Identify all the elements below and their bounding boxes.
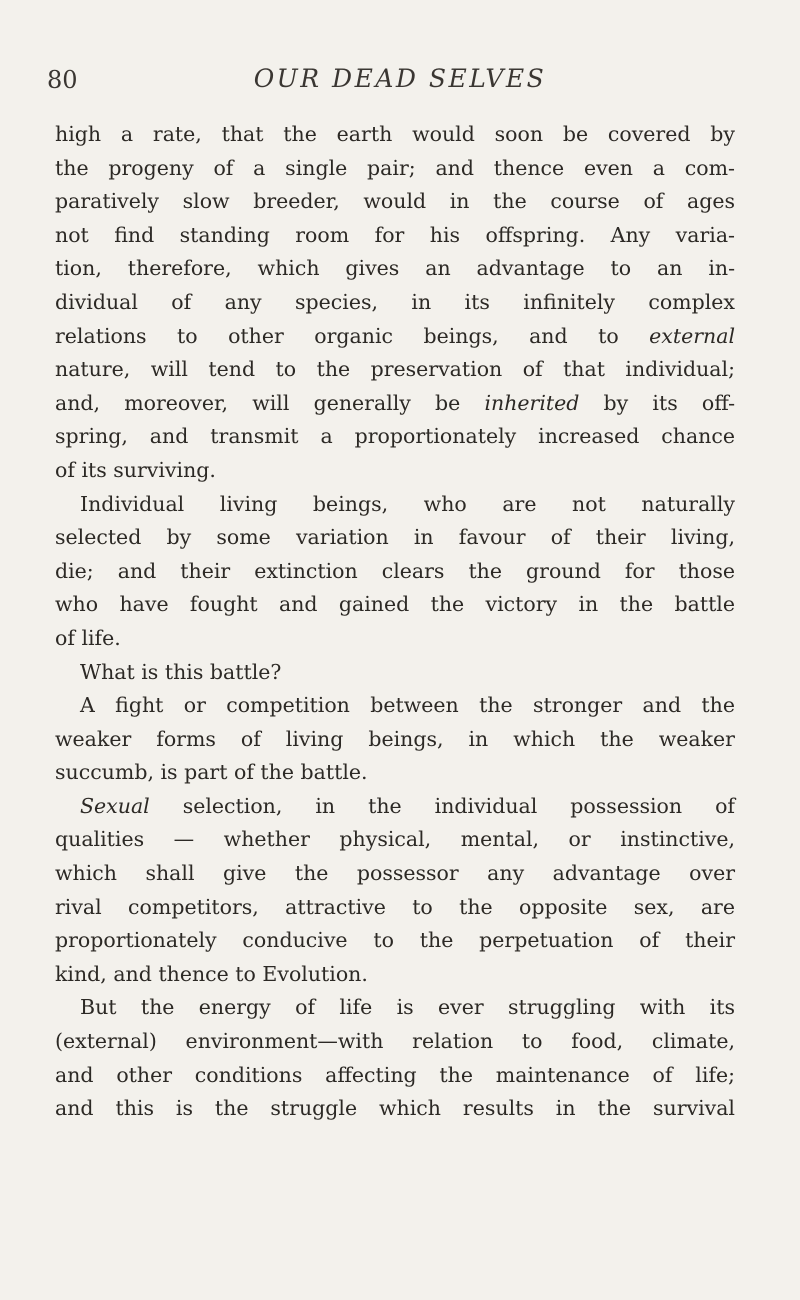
text-line: and other conditions affecting the maintenance of life; (55, 1062, 735, 1087)
paragraph-start: But the energy of life is ever struggling with its (80, 995, 735, 1020)
body-text (55, 118, 735, 1126)
text-line: paratively slow breeder, would in the course of ages (55, 189, 735, 214)
text-line: weaker forms of living beings, in which the weaker (55, 726, 735, 751)
text-line: (external) environment—with relation to food, climate, (55, 1029, 735, 1054)
paragraph-start: Sexual selection, in the individual possession of (80, 793, 735, 818)
paragraph-start: Individual living beings, who are not naturally (80, 491, 735, 516)
text-line: succumb, is part of the battle. (55, 760, 368, 785)
paragraph-start: A fight or competition between the stronger and the (80, 693, 735, 718)
text-line: nature, will tend to the preservation of that individual; (55, 357, 735, 382)
text-line: die; and their extinction clears the ground for those (55, 558, 735, 583)
text-line: kind, and thence to Evolution. (55, 961, 368, 986)
text-line: the progeny of a single pair; and thence even a com- (55, 155, 735, 180)
text-line: who have fought and gained the victory in the battle (55, 592, 735, 617)
italic-external: external (649, 323, 735, 348)
text-line: tion, therefore, which gives an advantage to an in- (55, 256, 735, 281)
running-title: OUR DEAD SELVES (253, 64, 547, 93)
text-line: rival competitors, attractive to the opposite sex, are (55, 894, 735, 919)
text-line: proportionately conducive to the perpetuation of their (55, 928, 735, 953)
page-number: 80 (47, 66, 78, 94)
text-line: which shall give the possessor any advantage over (55, 861, 735, 886)
text-line: not find standing room for his offspring. Any varia- (55, 222, 735, 247)
text-line: spring, and transmit a proportionately increased chance (55, 424, 735, 449)
text-line: dividual of any species, in its infinitely complex (55, 289, 735, 314)
text-line: high a rate, that the earth would soon be covered by (55, 122, 735, 146)
paragraph-start: What is this battle? (80, 659, 282, 684)
text-line: and, moreover, will generally be inherited by its off- (55, 390, 735, 415)
text-line: of life. (55, 625, 121, 650)
italic-sexual: Sexual (80, 793, 150, 818)
text-line: relations to other organic beings, and to external (55, 323, 735, 348)
text-line: qualities — whether physical, mental, or instinctive, (55, 827, 735, 852)
text-line: and this is the struggle which results in the survival (55, 1096, 735, 1121)
text-line: of its surviving. (55, 457, 216, 482)
text-line: selected by some variation in favour of their living, (55, 525, 735, 550)
italic-inherited: inherited (484, 390, 580, 415)
